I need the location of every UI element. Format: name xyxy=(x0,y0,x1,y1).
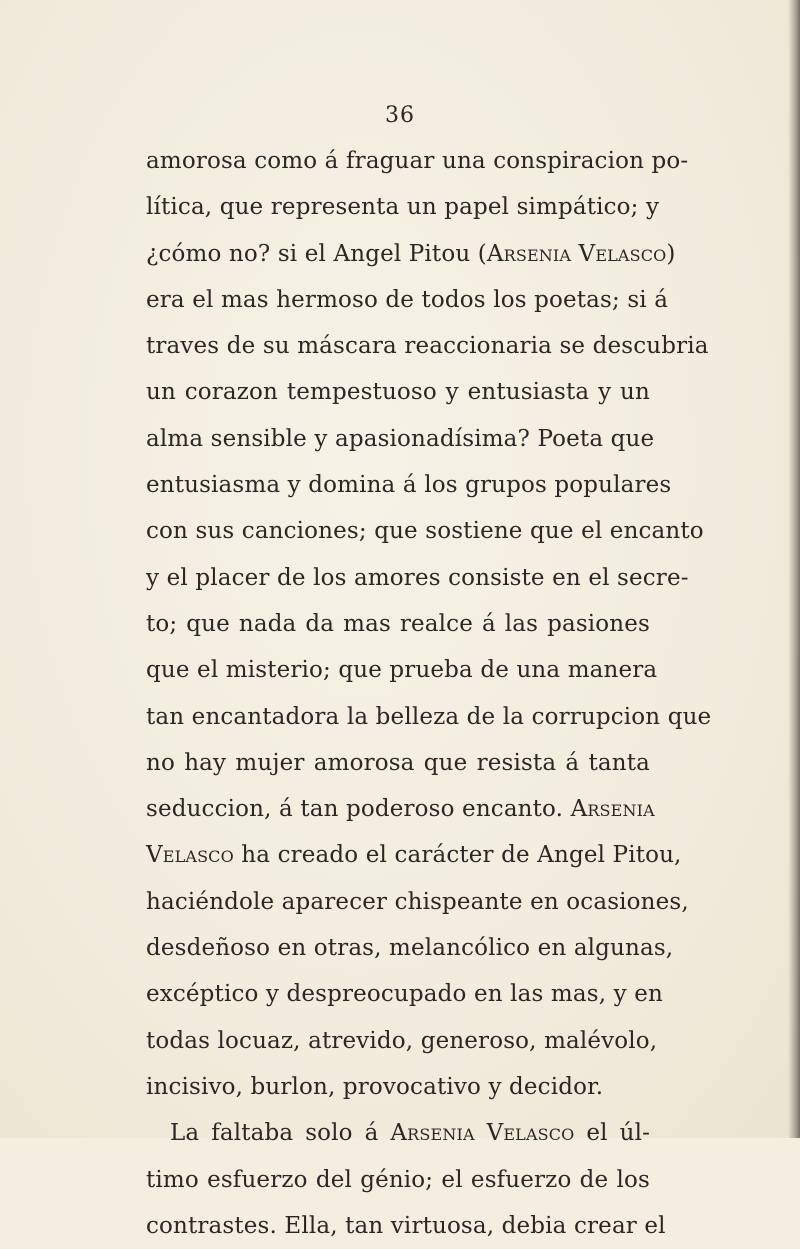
page-edge-shadow xyxy=(788,0,800,1138)
text-line: desdeñoso en otras, melancólico en algunas, xyxy=(146,935,674,962)
text-line: y el placer de los amores consiste en el secre- xyxy=(146,564,689,591)
text-line: to; que nada da mas realce á las pasiones xyxy=(146,610,650,637)
text-line: con sus canciones; que sostiene que el encanto xyxy=(146,518,704,545)
text-line: haciéndole aparecer chispeante en ocasiones, xyxy=(146,888,689,915)
author-name-smallcaps: Arsenia Velasco xyxy=(390,1120,575,1147)
text-line: un corazon tempestuoso y entusiasta y un xyxy=(146,379,650,406)
text-line: amorosa como á fraguar una conspiracion po- xyxy=(146,148,689,174)
author-name-smallcaps: Velasco xyxy=(146,842,234,869)
body-text xyxy=(146,138,712,1249)
author-name-smallcaps: Arsenia xyxy=(570,796,655,823)
text-line: contrastes. Ella, tan virtuosa, debia crear el xyxy=(146,1212,666,1239)
text-line: ¿cómo no? si el Angel Pitou (Arsenia Velasco) xyxy=(146,240,676,267)
text-line: excéptico y despreocupado en las mas, y en xyxy=(146,981,663,1008)
text-line: seduccion, á tan poderoso encanto. Arsenia xyxy=(146,796,655,823)
text-line: entusiasma y domina á los grupos populares xyxy=(146,472,672,499)
text-line: lítica, que representa un papel simpático; y xyxy=(146,194,660,221)
text-line: timo esfuerzo del génio; el esfuerzo de los xyxy=(146,1166,650,1193)
text-line: no hay mujer amorosa que resista á tanta xyxy=(146,749,650,776)
text-line: traves de su máscara reaccionaria se descubria xyxy=(146,333,709,360)
page-number: 36 xyxy=(385,103,415,128)
text-line: todas locuaz, atrevido, generoso, malévolo, xyxy=(146,1027,658,1054)
text-line: era el mas hermoso de todos los poetas; si á xyxy=(146,286,669,313)
author-name-smallcaps: Arsenia Velasco xyxy=(486,240,667,267)
text-line: que el misterio; que prueba de una manera xyxy=(146,657,658,684)
text-line: Velasco ha creado el carácter de Angel Pitou, xyxy=(146,842,682,869)
text-line: incisivo, burlon, provocativo y decidor. xyxy=(146,1073,604,1100)
text-line: alma sensible y apasionadísima? Poeta que xyxy=(146,425,655,452)
text-line: tan encantadora la belleza de la corrupcion que xyxy=(146,703,712,730)
text-line: La faltaba solo á Arsenia Velasco el úl- xyxy=(170,1120,650,1147)
